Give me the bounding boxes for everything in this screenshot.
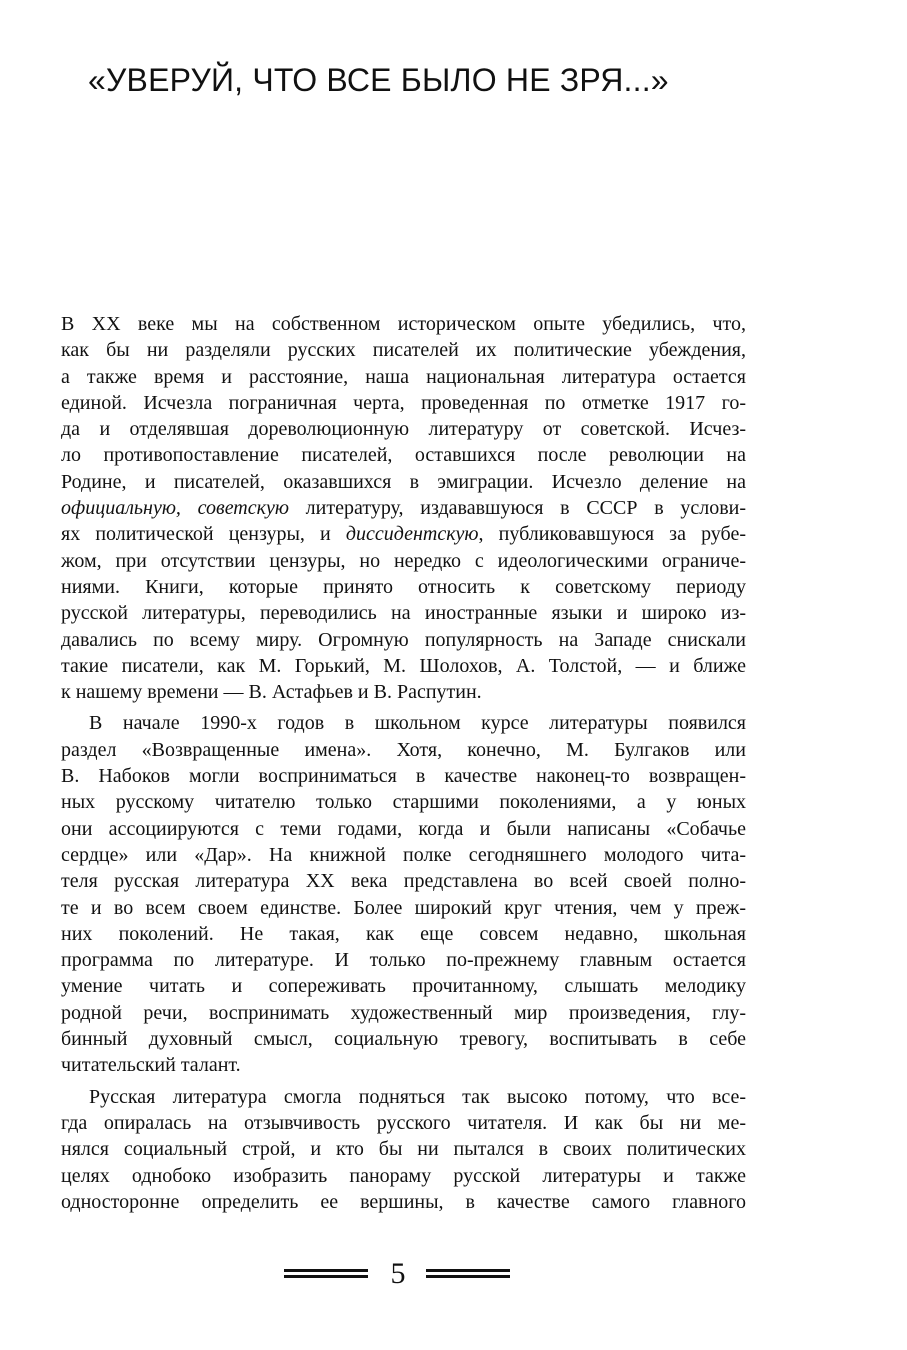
text-fragment: литературу, издававшуюся в СССР в услови-: [288, 497, 747, 520]
text-line: односторонне определить ее вершины, в качестве самого главного: [61, 1190, 746, 1213]
text-line: ных русскому читателю только старшими поколениями, а у юных: [61, 791, 746, 814]
text-line: [61, 495, 746, 521]
text-line: целях однобоко изобразить панораму русской литературы и также: [61, 1164, 746, 1187]
text-line: программа по литературе. И только по-прежнему главным остается: [61, 949, 746, 972]
text-line: давались по всему миру. Огромную популярность на Западе снискали: [61, 628, 746, 651]
text-line: читательский талант.: [61, 1054, 241, 1077]
text-line: них поколений. Не такая, как еще совсем недавно, школьная: [61, 922, 746, 945]
page-footer: [0, 1257, 907, 1292]
text-line: бинный духовный смысл, социальную тревогу, воспитывать в себе: [61, 1028, 746, 1051]
text-line: как бы ни разделяли русских писателей их политические убеждения,: [61, 339, 746, 362]
text-line: гда опиралась на отзывчивость русского читателя. И как бы ни ме-: [61, 1111, 746, 1134]
text-line: нялся социальный строй, и кто бы ни пытался в своих политических: [61, 1138, 746, 1161]
text-line: теля русская литература XX века представлена во всей своей полно-: [61, 870, 746, 893]
text-line: [61, 521, 746, 547]
text-line: Родине, и писателей, оказавшихся в эмиграции. Исчезло деление на: [61, 470, 746, 493]
text-line: русской литературы, переводились на иностранные языки и широко из-: [61, 602, 746, 625]
text-line: Русская литература смогла подняться так высоко потому, что все-: [89, 1085, 746, 1108]
text-line: да и отделявшая дореволюционную литературу от советской. Исчез-: [61, 418, 746, 441]
text-fragment: , публиковавшуюся за рубе-: [478, 523, 746, 546]
italic-term: официальную, советскую: [61, 497, 289, 520]
text-line: они ассоциируются с теми годами, когда и были написаны «Собачье: [61, 817, 746, 840]
text-line: ниями. Книги, которые принято относить к советскому периоду: [61, 575, 746, 598]
text-line: а также время и расстояние, наша национальная литература остается: [61, 365, 746, 388]
chapter-title: «УВЕРУЙ, ЧТО ВСЕ БЫЛО НЕ ЗРЯ...»: [88, 62, 669, 98]
text-line: родной речи, воспринимать художественный мир произведения, глу-: [61, 1001, 746, 1024]
text-line: В начале 1990-х годов в школьном курсе литературы появился: [89, 712, 746, 735]
text-line: умение читать и сопереживать прочитанному, слышать мелодику: [61, 975, 746, 998]
italic-term: диссидентскую: [345, 523, 479, 546]
text-line: ло противопоставление писателей, оставшихся после революции на: [61, 444, 746, 467]
text-line: единой. Исчезла пограничная черта, проведенная по отметке 1917 го-: [61, 391, 746, 414]
text-line: те и во всем своем единстве. Более широкий круг чтения, чем у преж-: [61, 896, 746, 919]
text-line: раздел «Возвращенные имена». Хотя, конечно, М. Булгаков или: [61, 738, 746, 761]
text-line: В. Набоков могли восприниматься в качестве наконец-то возвращен-: [61, 765, 746, 788]
text-line: жом, при отсутствии цензуры, но нередко с идеологическими ограниче-: [61, 549, 746, 572]
text-line: такие писатели, как М. Горький, М. Шолохов, А. Толстой, — и ближе: [61, 654, 746, 677]
body-text: [61, 311, 746, 1215]
double-rule-right: [426, 1269, 510, 1279]
page-number: 5: [390, 1257, 406, 1290]
text-line: к нашему времени — В. Астафьев и В. Распутин.: [61, 681, 482, 704]
text-line: В XX веке мы на собственном историческом опыте убедились, что,: [61, 313, 746, 335]
text-fragment: ях политической цензуры, и: [61, 523, 346, 546]
text-line: сердце» или «Дар». На книжной полке сегодняшнего молодого чита-: [61, 843, 746, 866]
double-rule-left: [284, 1269, 368, 1279]
